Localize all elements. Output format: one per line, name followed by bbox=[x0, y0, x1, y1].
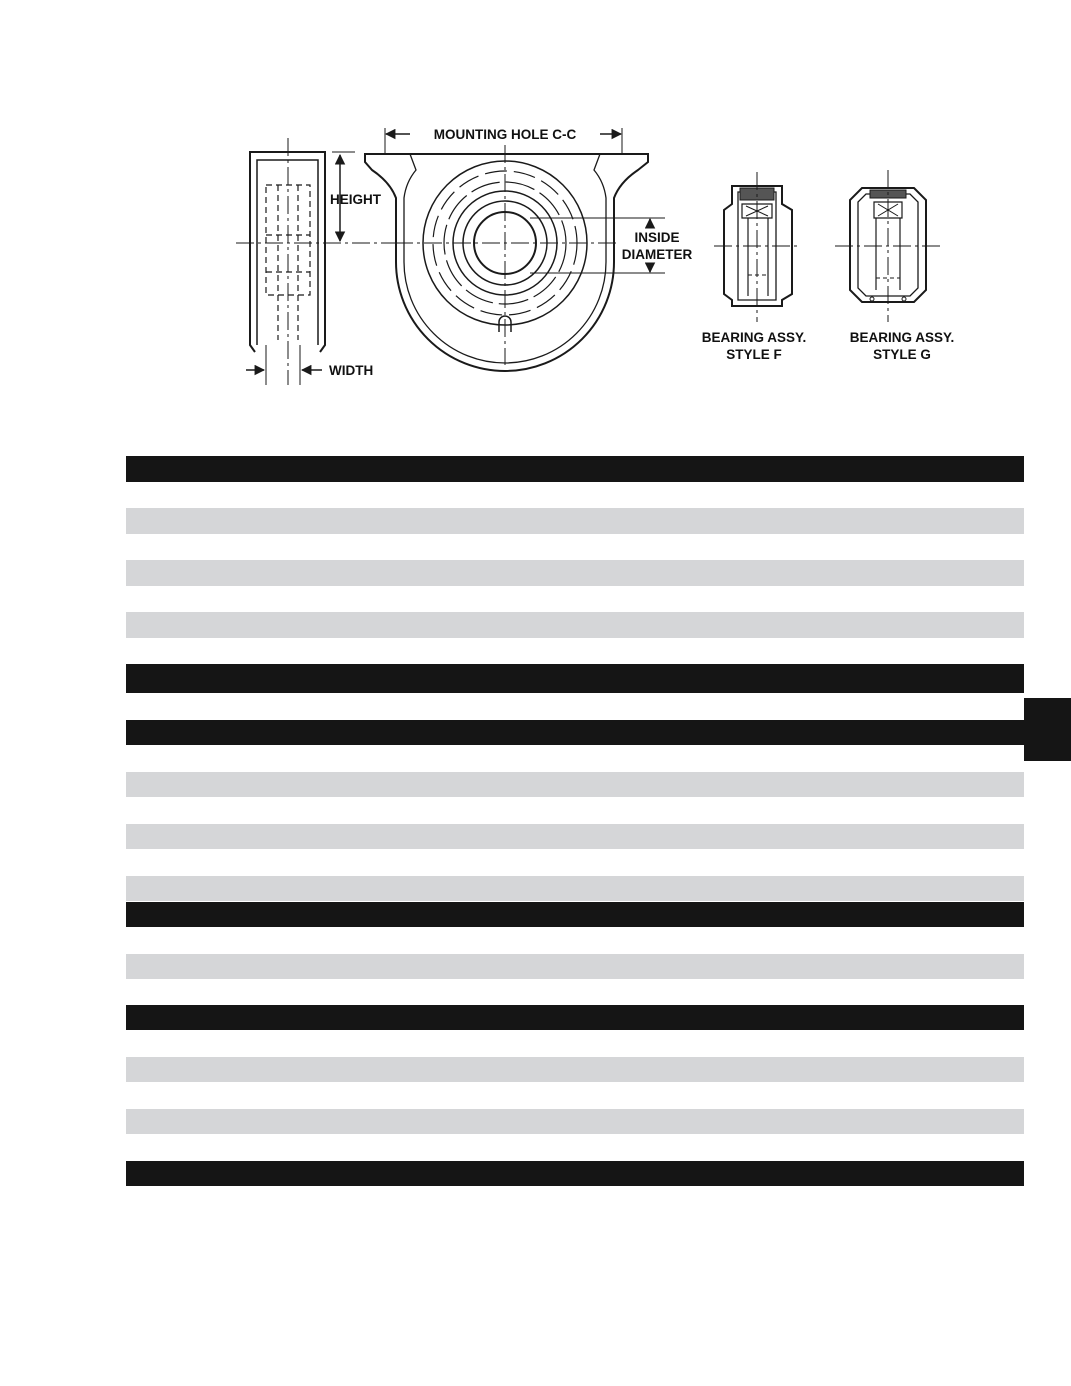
table-header-band bbox=[126, 902, 1024, 927]
bearing-f-label-line1: BEARING ASSY. bbox=[701, 330, 807, 345]
bearing-style-f bbox=[714, 172, 800, 322]
table-row-band bbox=[126, 1109, 1024, 1134]
table-row-band bbox=[126, 560, 1024, 586]
bearing-g-label-line1: BEARING ASSY. bbox=[849, 330, 955, 345]
table-header-band bbox=[126, 1005, 1024, 1030]
width-label: WIDTH bbox=[329, 363, 374, 378]
table-row-band bbox=[126, 612, 1024, 638]
height-label: HEIGHT bbox=[330, 192, 382, 207]
front-view bbox=[365, 128, 665, 371]
mounting-hole-label: MOUNTING HOLE C-C bbox=[433, 127, 577, 142]
table-row-band bbox=[126, 824, 1024, 849]
table-row-band bbox=[126, 1057, 1024, 1082]
bearing-style-g bbox=[835, 170, 942, 322]
diameter-label: DIAMETER bbox=[621, 247, 693, 262]
section-tab bbox=[1024, 698, 1071, 761]
table-row-band bbox=[126, 508, 1024, 534]
side-view bbox=[236, 138, 395, 385]
inside-label: INSIDE bbox=[634, 230, 680, 245]
table-header-band bbox=[126, 664, 1024, 693]
center-bearing-diagram bbox=[0, 0, 1071, 440]
bearing-g-label-line2: STYLE G bbox=[873, 347, 931, 362]
table-row-band bbox=[126, 954, 1024, 979]
technical-drawing bbox=[0, 0, 1071, 440]
table-row-band bbox=[126, 772, 1024, 797]
table-header-band bbox=[126, 1161, 1024, 1186]
table-row-band bbox=[126, 876, 1024, 901]
bearing-f-label-line2: STYLE F bbox=[726, 347, 782, 362]
table-header-band bbox=[126, 456, 1024, 482]
table-header-band bbox=[126, 720, 1024, 745]
